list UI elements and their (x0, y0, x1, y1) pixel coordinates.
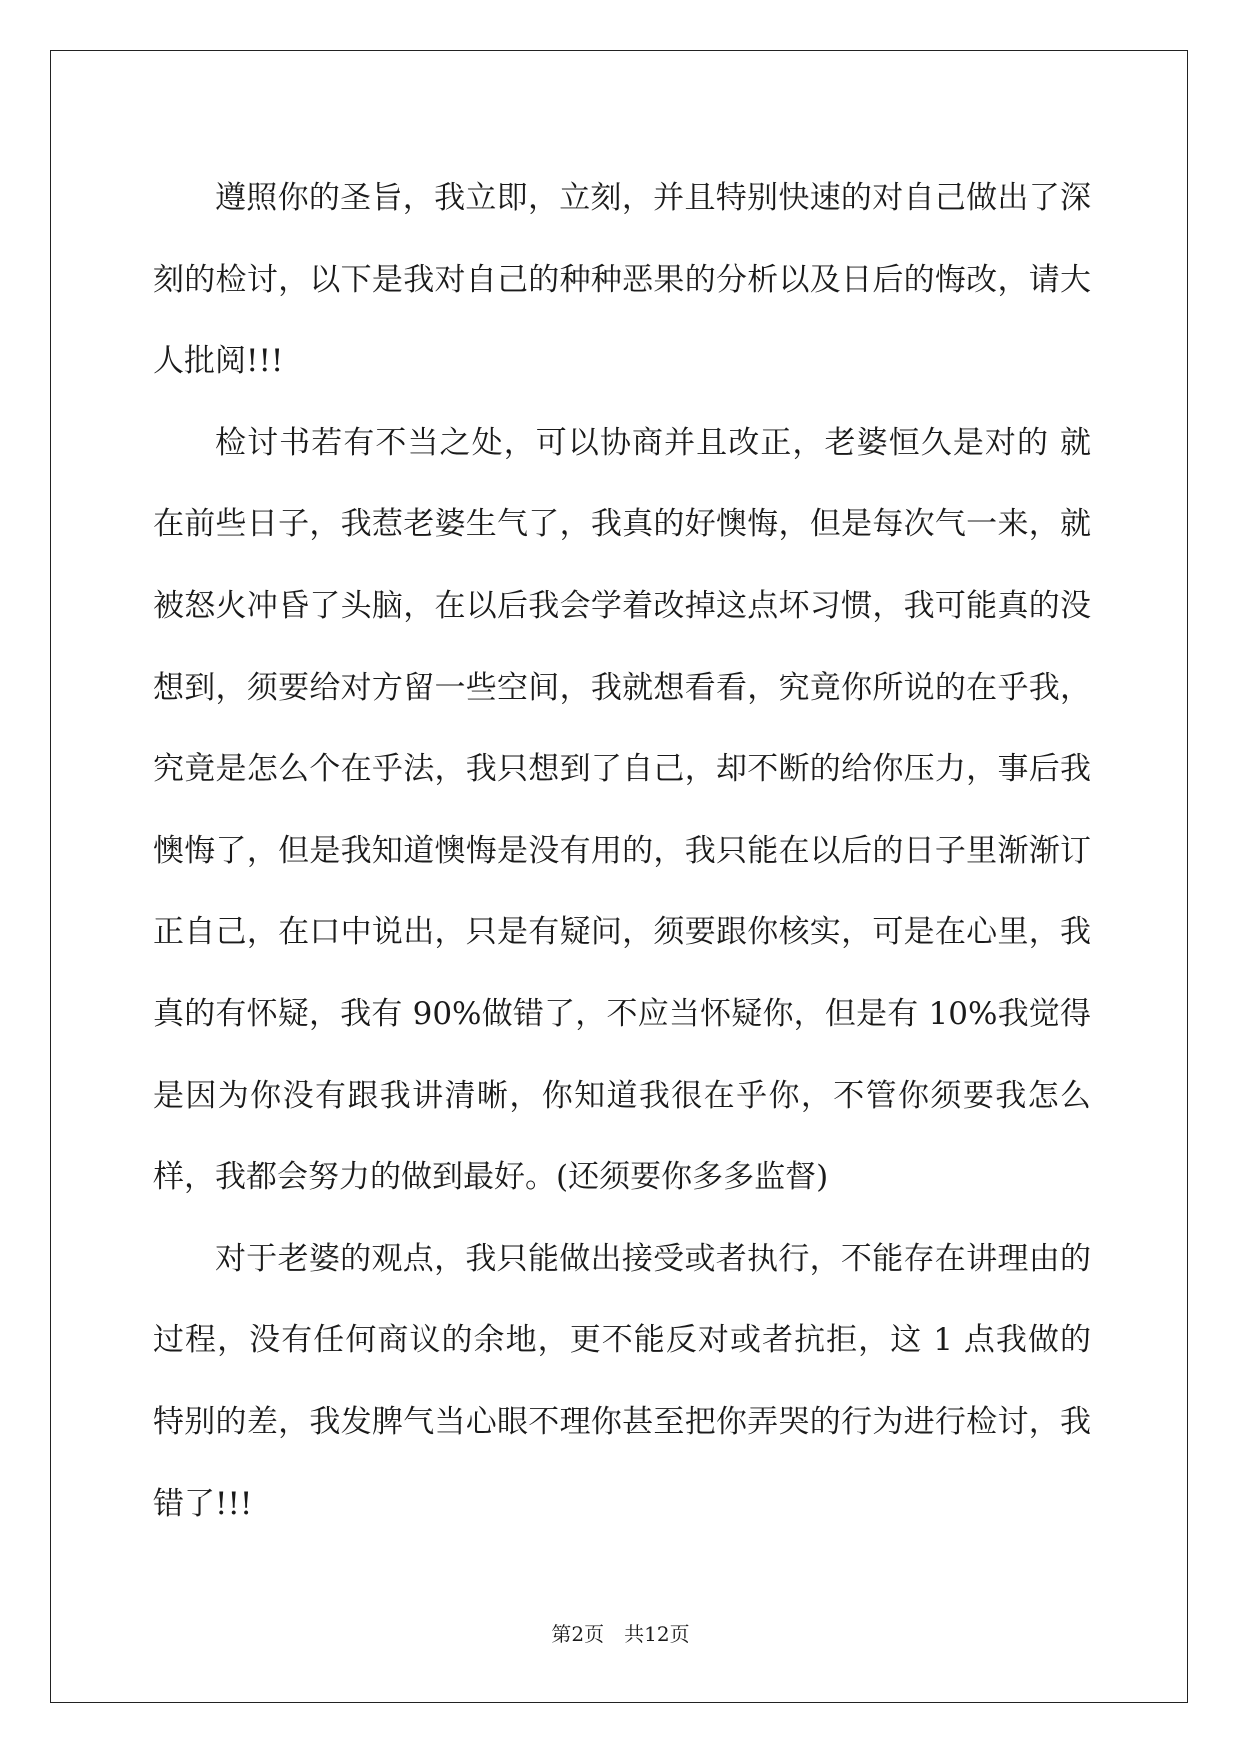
paragraph: 遵照你的圣旨，我立即，立刻，并且特别快速的对自己做出了深刻的检讨，以下是我对自己的种种恶果的分析以及日后的悔改，请大人批阅!!! (153, 180, 1091, 380)
page-number-footer: 第2页 共12页 (551, 1622, 690, 1646)
document-body (153, 158, 1091, 1545)
paragraph: 对于老婆的观点，我只能做出接受或者执行，不能存在讲理由的过程，没有任何商议的余地，更不能反对或者抗拒，这 1 点我做的特别的差，我发脾气当心眼不理你甚至把你弄哭的行为进行检讨，我错了!!! (153, 1240, 1091, 1522)
paragraph: 检讨书若有不当之处，可以协商并且改正，老婆恒久是对的 就在前些日子，我惹老婆生气了，我真的好懊悔，但是每次气一来，就被怒火冲昏了头脑，在以后我会学着改掉这点坏习惯，我可能真的没想到，须要给对方留一些空间，我就想看看，究竟你所说的在乎我，究竟是怎么个在乎法，我只想到了自己，却不断的给你压力，事后我懊悔了，但是我知道懊悔是没有用的，我只能在以后的日子里渐渐订正自己，在口中说出，只是有疑问，须要跟你核实，可是在心里，我真的有怀疑，我有 90%做错了，不应当怀疑你，但是有 10%我觉得是因为你没有跟我讲清晰，你知道我很在乎你，不管你须要我怎么样，我都会努力的做到最好。(还须要你多多监督) (153, 424, 1091, 1196)
